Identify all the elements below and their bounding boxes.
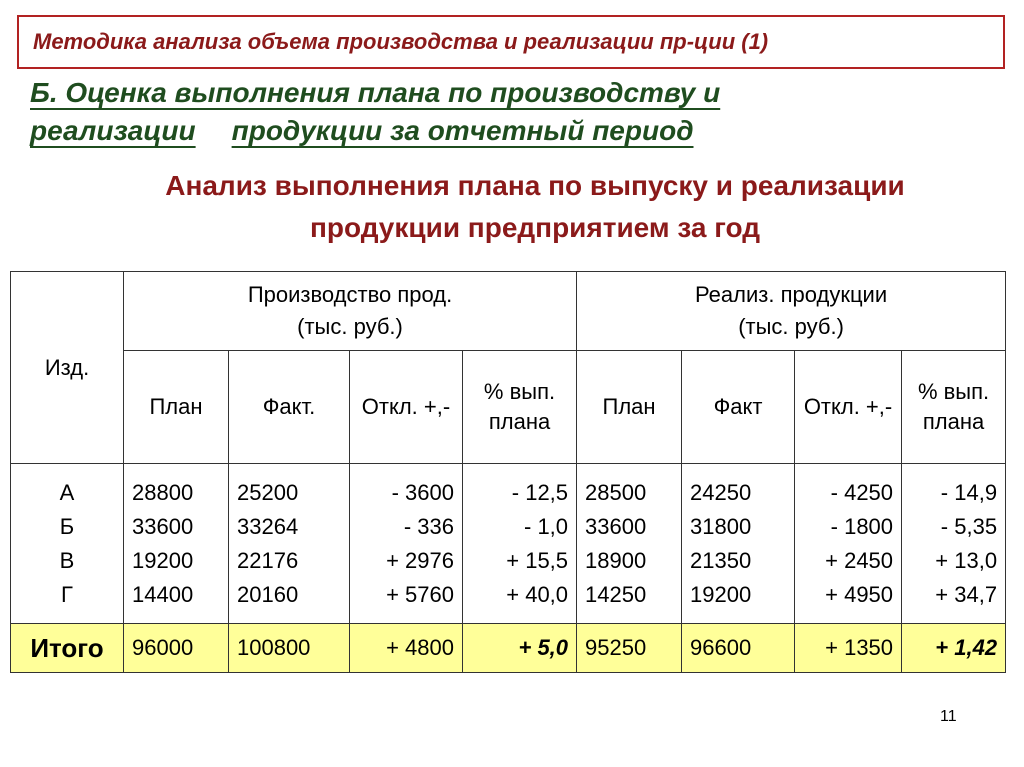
heading-line1: Анализ выполнения плана по выпуску и реализации	[165, 170, 905, 201]
sub-prod-fact: Факт.	[229, 351, 350, 464]
header-production-line2: (тыс. руб.)	[297, 314, 403, 339]
real-pct-v: + 13,0	[935, 547, 998, 573]
real-fact-a: 24250	[690, 479, 752, 505]
header-izd: Изд.	[11, 272, 124, 464]
real-plan-b: 33600	[585, 513, 647, 539]
real-fact-g: 19200	[690, 581, 752, 607]
real-plan-v: 18900	[585, 547, 647, 573]
total-real-dev: + 1350	[795, 624, 902, 673]
sub-prod-pct: % вып. плана	[463, 351, 577, 464]
prod-pct-a: - 12,5	[511, 479, 569, 505]
prod-pct-cell	[463, 464, 577, 624]
sub-real-plan: План	[577, 351, 682, 464]
prod-plan-v: 19200	[132, 547, 194, 573]
real-fact-v: 21350	[690, 547, 752, 573]
prod-pct-g: + 40,0	[506, 581, 569, 607]
sub-real-pct: % вып. плана	[902, 351, 1006, 464]
total-real-fact: 96600	[682, 624, 795, 673]
prod-fact-v: 22176	[237, 547, 299, 573]
prod-pct-v: + 15,5	[506, 547, 569, 573]
real-dev-v: + 2450	[825, 547, 894, 573]
total-label: Итого	[11, 624, 124, 673]
total-row	[11, 624, 1006, 673]
subtitle-line2b: продукции за отчетный период	[231, 115, 694, 146]
prod-fact-g: 20160	[237, 581, 299, 607]
prod-plan-a: 28800	[132, 479, 194, 505]
real-pct-b: - 5,35	[940, 513, 998, 539]
prod-plan-cell	[124, 464, 229, 624]
subtitle-line1: Б. Оценка выполнения плана по производству и	[30, 77, 721, 108]
real-plan-g: 14250	[585, 581, 647, 607]
table-heading	[60, 165, 1010, 249]
sub-prod-plan: План	[124, 351, 229, 464]
real-fact-b: 31800	[690, 513, 752, 539]
real-dev-a: - 4250	[830, 479, 894, 505]
real-plan-cell	[577, 464, 682, 624]
header-production	[124, 272, 577, 351]
izd-a: А	[59, 479, 75, 505]
real-pct-g: + 34,7	[935, 581, 998, 607]
header-realization-line1: Реализ. продукции	[694, 282, 888, 307]
real-pct-cell	[902, 464, 1006, 624]
prod-dev-v: + 2976	[386, 547, 454, 573]
prod-pct-b: - 1,0	[524, 513, 569, 539]
data-rows	[11, 464, 1006, 624]
heading-line2: продукции предприятием за год	[309, 212, 761, 243]
sub-prod-dev: Откл. +,-	[350, 351, 463, 464]
prod-plan-b: 33600	[132, 513, 194, 539]
total-real-pct: + 1,42	[902, 624, 1006, 673]
total-prod-dev: + 4800	[350, 624, 463, 673]
page-number: 11	[940, 708, 957, 725]
izd-b: Б	[59, 513, 75, 539]
slide-title: Методика анализа объема производства и реализации пр-ции (1)	[33, 29, 769, 54]
total-prod-fact: 100800	[229, 624, 350, 673]
sub-real-dev: Откл. +,-	[795, 351, 902, 464]
subtitle-line2a: реализации	[30, 115, 196, 146]
prod-fact-cell	[229, 464, 350, 624]
izd-v: В	[59, 547, 75, 573]
prod-dev-g: + 5760	[386, 581, 454, 607]
prod-dev-a: - 3600	[391, 479, 454, 505]
header-realization	[577, 272, 1006, 351]
subtitle	[30, 74, 930, 150]
total-prod-pct: + 5,0	[463, 624, 577, 673]
real-dev-cell	[795, 464, 902, 624]
izd-g: Г	[61, 581, 73, 607]
analysis-table	[10, 271, 1006, 673]
header-realization-line2: (тыс. руб.)	[738, 314, 844, 339]
prod-fact-a: 25200	[237, 479, 299, 505]
izd-cell	[11, 464, 124, 624]
prod-fact-b: 33264	[237, 513, 299, 539]
total-real-plan: 95250	[577, 624, 682, 673]
header-production-line1: Производство прод.	[247, 282, 453, 307]
prod-plan-g: 14400	[132, 581, 194, 607]
real-pct-a: - 14,9	[940, 479, 998, 505]
real-plan-a: 28500	[585, 479, 647, 505]
real-fact-cell	[682, 464, 795, 624]
real-dev-b: - 1800	[830, 513, 894, 539]
total-prod-plan: 96000	[124, 624, 229, 673]
sub-real-fact: Факт	[682, 351, 795, 464]
prod-dev-b: - 336	[403, 513, 454, 539]
real-dev-g: + 4950	[825, 581, 894, 607]
title-box	[17, 15, 1005, 69]
prod-dev-cell	[350, 464, 463, 624]
